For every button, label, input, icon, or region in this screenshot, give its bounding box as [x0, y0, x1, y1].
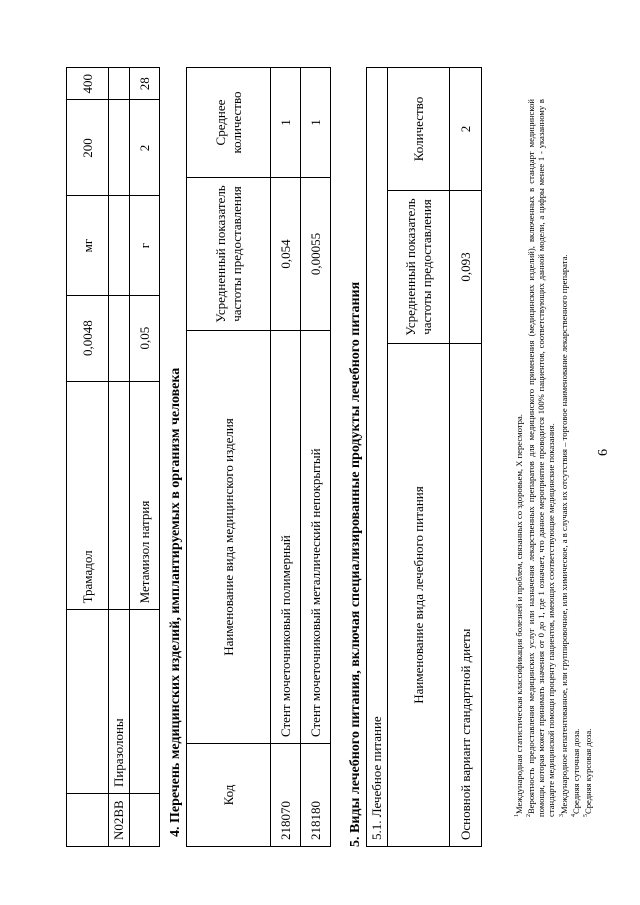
footnote: $^3$Международное непатентованное, или группировочное, или химическое, а в случаях их отсутствия – торговое наименование лекарственного препарата.	[558, 254, 569, 817]
atc-group	[130, 610, 160, 794]
table-row	[130, 68, 160, 847]
drug-daily: 200	[67, 100, 109, 196]
device-code: 218180	[301, 744, 331, 847]
table-row	[271, 68, 301, 847]
devices-table	[186, 67, 331, 847]
nutrition-table	[366, 67, 482, 847]
atc-code: N02BB	[109, 794, 130, 847]
footnote: $^5$Средняя курсовая доза.	[582, 728, 593, 817]
drug-name: Метамизол натрия	[130, 381, 160, 610]
nutrition-qty: 2	[450, 68, 482, 191]
table-header-row	[187, 68, 271, 847]
col-freq-header: Усредненный показатель частоты предоставления	[187, 178, 271, 331]
drug-course: 400	[67, 68, 109, 101]
footnote: $^1$Международная статистическая классификация болезней и проблем, связанных со здоровьем, X пересмотра.	[513, 414, 524, 817]
page-number: 6	[596, 449, 611, 456]
drug-name: Трамадол	[67, 381, 109, 610]
table-row	[109, 68, 130, 847]
device-name: Стент мочеточниковый полимерный	[271, 331, 301, 744]
table-row	[450, 68, 482, 847]
drug-course: 28	[130, 68, 160, 101]
drug-unit: мг	[67, 196, 109, 295]
col-qty-header: Среднее количество	[187, 68, 271, 178]
drug-name	[109, 381, 130, 610]
atc-code	[67, 794, 109, 847]
col-freq-header: Усредненный показатель частоты предоставления	[388, 191, 450, 344]
section-5-title: 5. Виды лечебного питания, включая специализированные продукты лечебного питания	[348, 281, 363, 847]
nutrition-name: Основной вариант стандартной диеты	[450, 344, 482, 847]
drug-unit	[109, 196, 130, 295]
section-4-title: 4. Перечень медицинских изделий, имплантируемых в организм человека	[168, 367, 183, 837]
drug-ddd: 0,0048	[67, 295, 109, 381]
table-header-row	[388, 68, 450, 847]
subsection-5-1-title: 5.1. Лечебное питание	[367, 68, 388, 847]
nutrition-freq: 0,093	[450, 191, 482, 344]
atc-group	[67, 610, 109, 794]
device-name: Стент мочеточниковый металлический непокрытый	[301, 331, 331, 744]
col-code-header: Код	[187, 744, 271, 847]
device-freq: 0,054	[271, 178, 301, 331]
col-name-header: Наименование вида медицинского изделия	[187, 331, 271, 744]
col-qty-header: Количество	[388, 68, 450, 191]
footnote: $^4$Средняя суточная доза.	[570, 728, 581, 817]
table-subheader-row	[367, 68, 388, 847]
drug-ddd	[109, 295, 130, 381]
drug-daily	[109, 100, 130, 196]
device-qty: 1	[301, 68, 331, 178]
drug-ddd: 0,05	[130, 295, 160, 381]
atc-group: Пиразолоны	[109, 610, 130, 794]
col-name-header: Наименование вида лечебного питания	[388, 344, 450, 847]
footnotes	[512, 99, 593, 817]
drug-table	[66, 67, 160, 847]
table-row	[67, 68, 109, 847]
table-row	[301, 68, 331, 847]
device-qty: 1	[271, 68, 301, 178]
atc-code	[130, 794, 160, 847]
drug-unit: г	[130, 196, 160, 295]
device-freq: 0,00055	[301, 178, 331, 331]
drug-daily: 2	[130, 100, 160, 196]
device-code: 218070	[271, 744, 301, 847]
drug-course	[109, 68, 130, 101]
footnote: $^2$Вероятность предоставления медицинских услуг или назначения лекарственных препаратов для медицинского применения (медицинских изделий), включенных в стандарт медицинской помощи, которая может принимать значения от 0 до 1, где 1 означает, что данное мероприятие проводится 100% пациентов, соответствующих данной модели, а цифры менее 1 - указанному в стандарте медицинской помощи проценту пациентов, имеющих соответствующие медицинские показания.	[525, 99, 557, 817]
